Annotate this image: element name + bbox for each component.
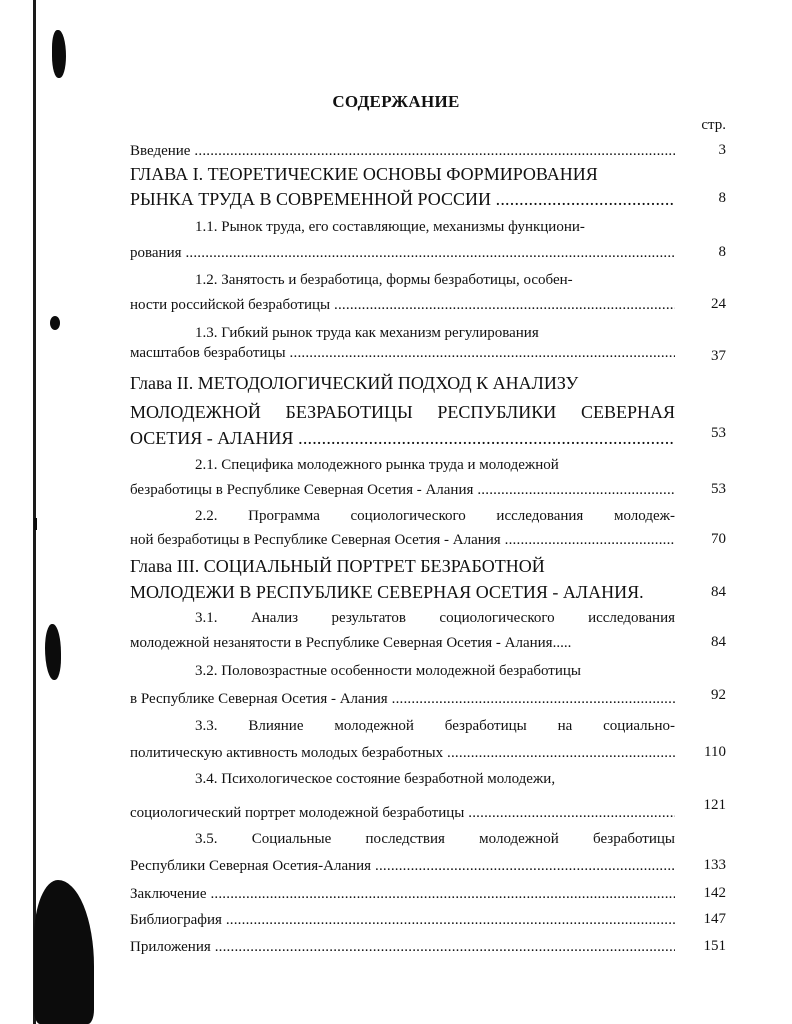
toc-page-number: 24 xyxy=(711,296,726,312)
toc-section-3-1-line-2: молодежной незанятости в Республике Северная Осетия - Алания..... xyxy=(130,635,572,651)
scan-artifact xyxy=(34,518,37,530)
toc-section-3-5-line-2: Республики Северная Осетия-Алания ..... xyxy=(130,857,675,875)
toc-entry-bibliography: Библиография ..... xyxy=(130,911,675,929)
toc-page-number: 92 xyxy=(711,687,726,703)
toc-section-2-2-line-1: 2.2. Программа социологического исследования молодеж- xyxy=(195,508,675,524)
toc-chapter-2-line-3: ОСЕТИЯ - АЛАНИЯ ..... xyxy=(130,427,675,449)
toc-section-3-4-line-2: социологический портрет молодежной безработицы ..... xyxy=(130,804,675,822)
toc-page-number: 37 xyxy=(711,348,726,364)
toc-entry-intro: Введение ..... xyxy=(130,142,675,160)
toc-page-number: 147 xyxy=(703,911,726,927)
toc-page-number: 121 xyxy=(703,797,726,813)
toc-entry-conclusion: Заключение ..... xyxy=(130,885,675,903)
toc-section-1-3-line-1: 1.3. Гибкий рынок труда как механизм регулирования xyxy=(195,325,539,341)
toc-section-3-3-line-2: политическую активность молодых безработных ..... xyxy=(130,744,675,762)
scan-artifact xyxy=(52,30,66,78)
toc-section-3-5-line-1: 3.5. Социальные последствия молодежной безработицы xyxy=(195,831,675,847)
toc-section-3-2-line-2: в Республике Северная Осетия - Алания ..... xyxy=(130,690,675,708)
toc-section-3-3-line-1: 3.3. Влияние молодежной безработицы на социально- xyxy=(195,718,675,734)
scan-artifact xyxy=(50,316,60,330)
toc-section-1-1-line-1: 1.1. Рынок труда, его составляющие, механизмы функциони- xyxy=(195,219,585,235)
toc-page-number: 8 xyxy=(718,190,726,206)
toc-page-number: 133 xyxy=(703,857,726,873)
page-column-label: стр. xyxy=(701,117,726,133)
toc-chapter-2-line-2: МОЛОДЕЖНОЙ БЕЗРАБОТИЦЫ РЕСПУБЛИКИ СЕВЕРНАЯ xyxy=(130,402,675,422)
toc-page-number: 70 xyxy=(711,531,726,547)
toc-section-1-2-line-2: ности российской безработицы ..... xyxy=(130,296,675,314)
toc-chapter-1-line-2: РЫНКА ТРУДА В СОВРЕМЕННОЙ РОССИИ ..... xyxy=(130,188,675,210)
toc-page-number: 84 xyxy=(711,634,726,650)
toc-section-2-2-line-2: ной безработицы в Республике Северная Осетия - Алания ..... xyxy=(130,531,675,549)
toc-section-2-1-line-2: безработицы в Республике Северная Осетия - Алания ..... xyxy=(130,481,675,499)
toc-page-number: 84 xyxy=(711,584,726,600)
toc-section-2-1-line-1: 2.1. Специфика молодежного рынка труда и молодежной xyxy=(195,457,559,473)
toc-section-3-1-line-1: 3.1. Анализ результатов социологического исследования xyxy=(195,610,675,626)
toc-section-1-2-line-1: 1.2. Занятость и безработица, формы безработицы, особен- xyxy=(195,272,573,288)
toc-page-number: 3 xyxy=(718,142,726,158)
toc-entry-appendices: Приложения ..... xyxy=(130,938,675,956)
toc-chapter-2-line-1: Глава II. МЕТОДОЛОГИЧЕСКИЙ ПОДХОД К АНАЛИЗУ xyxy=(130,373,579,393)
toc-chapter-3-line-1: Глава III. СОЦИАЛЬНЫЙ ПОРТРЕТ БЕЗРАБОТНОЙ xyxy=(130,556,545,576)
scan-artifact xyxy=(34,880,94,1024)
scan-margin-line xyxy=(33,0,36,1024)
toc-page-number: 53 xyxy=(711,425,726,441)
toc-section-3-4-line-1: 3.4. Психологическое состояние безработной молодежи, xyxy=(195,771,556,787)
toc-section-1-3-line-2: масштабов безработицы ..... xyxy=(130,344,675,362)
toc-section-3-2-line-1: 3.2. Половозрастные особенности молодежной безработицы xyxy=(195,663,581,679)
toc-page-number: 151 xyxy=(703,938,726,954)
toc-page-number: 53 xyxy=(711,481,726,497)
toc-section-1-1-line-2: рования ..... xyxy=(130,244,675,262)
toc-chapter-1-line-1: ГЛАВА I. ТЕОРЕТИЧЕСКИЕ ОСНОВЫ ФОРМИРОВАНИЯ xyxy=(130,164,598,184)
page-title: СОДЕРЖАНИЕ xyxy=(332,92,460,111)
toc-page-number: 142 xyxy=(703,885,726,901)
toc-page-number: 110 xyxy=(704,744,726,760)
toc-page-number: 8 xyxy=(718,244,726,260)
toc-chapter-3-line-2: МОЛОДЕЖИ В РЕСПУБЛИКЕ СЕВЕРНАЯ ОСЕТИЯ - АЛАНИЯ. xyxy=(130,582,644,602)
scan-artifact xyxy=(45,624,61,680)
